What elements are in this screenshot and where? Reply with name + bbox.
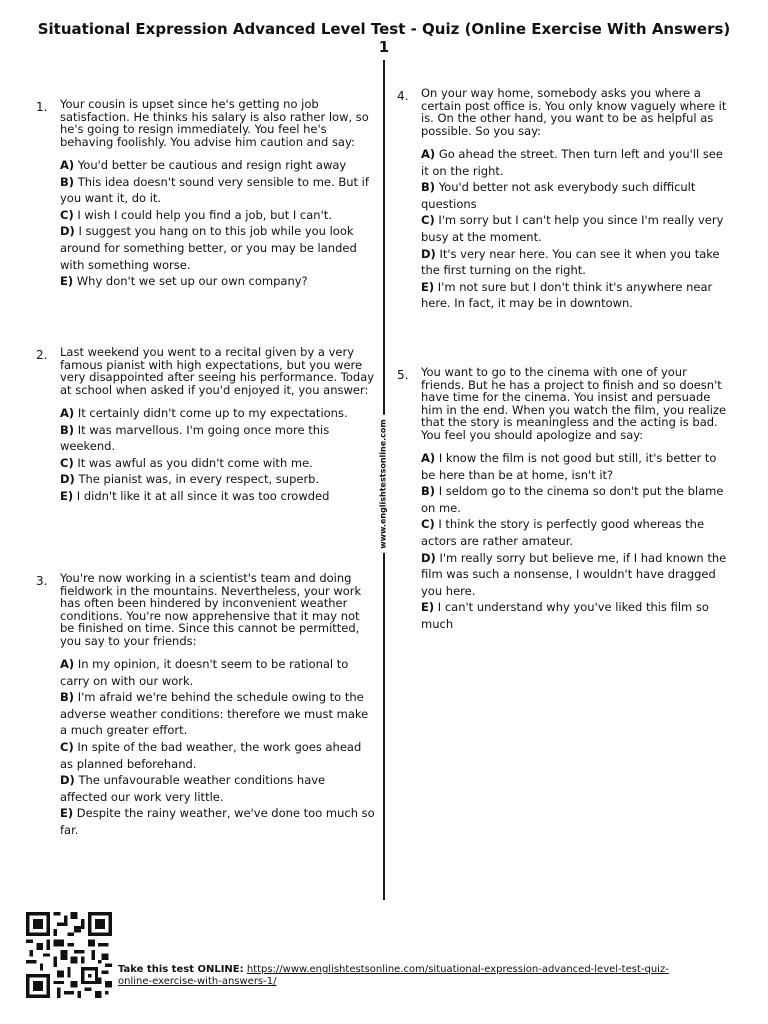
question-number: 1. [36, 100, 48, 114]
option-c[interactable]: C) I think the story is perfectly good whereas the actors are rather amateur. [421, 517, 705, 548]
option-e[interactable]: E) Why don't we set up our own company? [60, 274, 308, 289]
title-line-2: 1 [378, 38, 390, 56]
option-a[interactable]: A) Go ahead the street. Then turn left and you'll see it on the right. [421, 147, 723, 178]
option-b[interactable]: B) This idea doesn't sound very sensible to me. But if you want it, do it. [60, 174, 369, 206]
question-5 [397, 365, 733, 633]
option-b[interactable]: B) It was marvellous. I'm going once more this weekend. [60, 422, 330, 454]
question-text: You're now working in a scientist's team and doing fieldwork in the mountains. Nevertheless, your work has often been hindered by inconvenient weather conditions. You're now apprehensive that it may not be finished on time. Since this cannot be permitted, you say to your friends: [60, 571, 362, 648]
qr-code-icon[interactable] [26, 912, 112, 998]
question-number: 2. [36, 348, 48, 362]
side-url-text: www.englishtestsonline.com [379, 415, 388, 553]
question-1 [36, 97, 376, 290]
option-e[interactable]: E) I didn't like it at all since it was too crowded [60, 488, 330, 503]
page-title [0, 20, 768, 56]
question-text: You want to go to the cinema with one of your friends. But he has a project to finish and so doesn't have time for the cinema. You insist and persuade him in the end. When you watch the film, you realize that the story is meaningless and the acting is bad. You feel you should apologize and say: [421, 365, 727, 442]
option-e[interactable]: E) I'm not sure but I don't think it's anywhere near here. In fact, it may be in downtown. [421, 279, 713, 311]
option-c[interactable]: C) I wish I could help you find a job, but I can't. [60, 207, 332, 222]
question-number: 3. [36, 574, 48, 588]
option-d[interactable]: D) The unfavourable weather conditions have affected our work very little. [60, 773, 326, 804]
question-number: 5. [397, 368, 409, 382]
option-a[interactable]: A) It certainly didn't come up to my expectations. [60, 406, 348, 420]
option-d[interactable]: D) The pianist was, in every respect, superb. [60, 472, 320, 487]
question-4 [397, 86, 733, 312]
option-b[interactable]: B) I seldom go to the cinema so don't put the blame on me. [421, 484, 724, 515]
question-text: Last weekend you went to a recital given by a very famous pianist with high expectations, but you were very disappointed after seeing his performance. Today at school when asked if you'd enjoyed it, you answer: [60, 345, 375, 397]
option-d[interactable]: D) It's very near here. You can see it when you take the first turning on the right. [421, 246, 720, 278]
option-c[interactable]: C) In spite of the bad weather, the work goes ahead as planned beforehand. [60, 739, 362, 771]
option-d[interactable]: D) I'm really sorry but believe me, if I had known the film was such a nonsense, I wouldn't have dragged you here. [421, 550, 727, 598]
option-a[interactable]: A) You'd better be cautious and resign right away [60, 158, 347, 172]
option-a[interactable]: A) In my opinion, it doesn't seem to be rational to carry on with our work. [60, 657, 349, 688]
option-e[interactable]: E) Despite the rainy weather, we've done too much so far. [60, 806, 375, 837]
question-number: 4. [397, 89, 409, 103]
option-d[interactable]: D) I suggest you hang on to this job while you look around for something better, or you may be landed with something worse. [60, 224, 357, 272]
option-b[interactable]: B) I'm afraid we're behind the schedule owing to the adverse weather conditions: therefore we must make a much greater effort. [60, 690, 369, 738]
test-online-link[interactable]: https://www.englishtestsonline.com/situational-expression-advanced-level-test-quiz-online-exercise-with-answers-1/ [118, 964, 669, 987]
question-3 [36, 571, 376, 839]
question-2 [36, 345, 376, 505]
question-text: Your cousin is upset since he's getting no job satisfaction. He thinks his salary is also rather low, so he's going to resign immediately. You feel he's behaving foolishly. You advise him caution and say: [60, 97, 369, 149]
question-text: On your way home, somebody asks you where a certain post office is. You only know vaguely where it is. On the other hand, you want to be as helpful as possible. So you say: [421, 86, 727, 138]
option-c[interactable]: C) I'm sorry but I can't help you since I'm really very busy at the moment. [421, 213, 724, 244]
footer [118, 964, 678, 988]
footer-label: Take this test ONLINE: [118, 964, 244, 975]
option-b[interactable]: B) You'd better not ask everybody such difficult questions [421, 180, 696, 211]
title-line-1: Situational Expression Advanced Level Test - Quiz (Online Exercise With Answers) [37, 20, 731, 38]
option-e[interactable]: E) I can't understand why you've liked this film so much [421, 600, 709, 631]
option-c[interactable]: C) It was awful as you didn't come with me. [60, 455, 313, 470]
option-a[interactable]: A) I know the film is not good but still, it's better to be here than be at home, isn't it? [421, 451, 717, 482]
